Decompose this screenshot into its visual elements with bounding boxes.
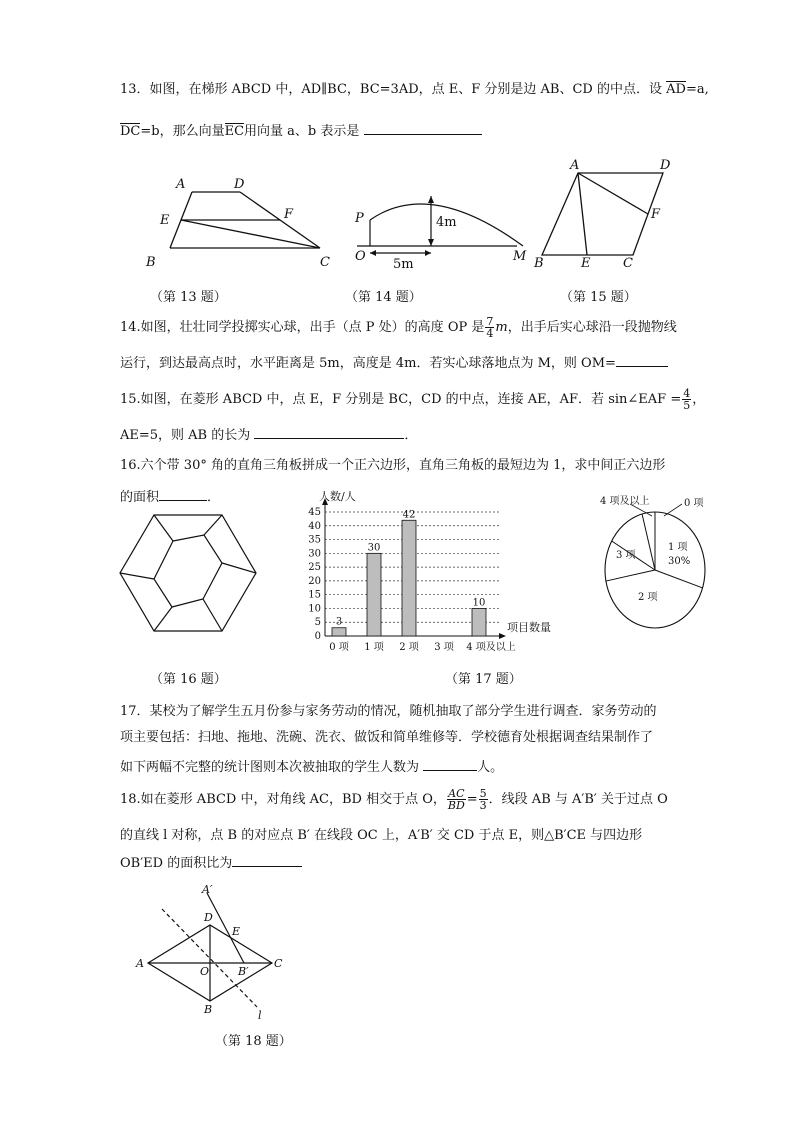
figure-17-bar-chart xyxy=(295,490,560,655)
q16-line2: 的面积 ． xyxy=(120,486,220,508)
y-tick-label: 30 xyxy=(308,548,321,560)
vector-ec: EC xyxy=(224,124,245,139)
bar xyxy=(367,553,381,636)
figure-17-pie-chart xyxy=(600,490,710,638)
fig14-dist-label: 5m xyxy=(393,257,414,270)
pie-label-3: 3 项 xyxy=(616,550,636,561)
figure-15 xyxy=(530,155,680,270)
q18-line1 xyxy=(120,788,668,811)
x-tick-label: 1 项 xyxy=(364,642,384,653)
fig15-label-f: F xyxy=(651,207,661,222)
q17-line3-tail: 人。 xyxy=(477,760,504,775)
q18-line1-prefix: 18.如在菱形 ABCD 中，对角线 AC，BD 相交于点 O， xyxy=(120,792,446,807)
q18-answer-blank[interactable] xyxy=(232,852,302,867)
y-tick-label: 0 xyxy=(314,631,321,642)
fig13-label-b: B xyxy=(146,255,156,270)
pie-slice-boundary xyxy=(642,514,655,570)
y-tick-label: 25 xyxy=(308,562,321,574)
x-tick-label: 3 项 xyxy=(434,642,454,653)
q14-unit: m xyxy=(495,320,508,335)
q16-answer-blank[interactable] xyxy=(159,486,207,501)
fig15-label-d: D xyxy=(660,158,671,173)
fig14-height-label: 4m xyxy=(436,215,457,230)
q13-line1-prefix: 13．如图，在梯形 ABCD 中，AD∥BC，BC=3AD，点 E、F 分别是边 AB、CD 的中点．设 xyxy=(120,82,662,97)
q18-equals: = xyxy=(466,792,478,807)
fig18-label-a-prime: A′ xyxy=(202,885,213,896)
bar-data-label: 42 xyxy=(402,509,416,521)
q15-line1-prefix: 15.如图，在菱形 ABCD 中，点 E，F 分别是 BC，CD 的中点，连接 AE，AF．若 sin∠EAF = xyxy=(120,392,682,407)
figure-16 xyxy=(118,505,258,640)
fig13-label-f: F xyxy=(284,207,294,222)
q14-line1-prefix: 14.如图，壮壮同学投掷实心球，出手（点 P 处）的高度 OP 是 xyxy=(120,320,485,335)
q15-line2: AE=5，则 AB 的长为 ． xyxy=(120,424,417,446)
bar-y-axis-label: 人数/人 xyxy=(319,490,356,503)
q14-answer-blank[interactable] xyxy=(616,352,668,367)
pie-slice-boundary xyxy=(606,570,655,581)
figure-13 xyxy=(140,170,340,270)
y-tick-label: 15 xyxy=(308,589,321,601)
bar xyxy=(332,628,346,636)
q18-line3-text: OB′ED 的面积比为 xyxy=(120,856,233,871)
fig18-label-b-prime: B′ xyxy=(238,965,249,978)
fig18-label-c: C xyxy=(274,957,283,970)
fig15-label-c: C xyxy=(623,256,633,270)
q15-answer-blank[interactable] xyxy=(254,424,404,439)
caption-18: （第 18 题） xyxy=(215,1034,292,1049)
figure-18 xyxy=(132,885,292,1025)
q14-fraction: $\frac{7}{4}$ xyxy=(486,315,494,340)
q18-fraction-ac-bd: $\frac{AC}{BD}$ xyxy=(447,787,465,812)
fig14-label-o: O xyxy=(355,249,366,264)
caption-15: （第 15 题） xyxy=(560,290,637,305)
bar xyxy=(472,608,486,636)
q17-line1: 17．某校为了解学生五月份参与家务劳动的情况，随机抽取了部分学生进行调查．家务劳动的 xyxy=(120,704,657,719)
fig13-label-a: A xyxy=(176,177,186,192)
q14-line1 xyxy=(120,316,677,339)
pie-slice-boundary xyxy=(655,570,703,588)
pie-leader-line xyxy=(664,504,682,516)
bar-data-label: 30 xyxy=(367,542,381,554)
q18-line2: 的直线 l 对称，点 B 的对应点 B′ 在线段 OC 上，A′B′ 交 CD 于点 E，则△B′CE 与四边形 xyxy=(120,828,643,843)
q13-line2 xyxy=(120,120,482,142)
pie-label-4plus: 4 项及以上 xyxy=(600,496,650,507)
q18-fraction-5-3: $\frac{5}{3}$ xyxy=(479,787,487,812)
q15-line2-text: AE=5，则 AB 的长为 xyxy=(120,428,251,443)
q13-answer-blank[interactable] xyxy=(364,120,482,135)
fig18-label-a: A xyxy=(136,957,144,970)
caption-13: （第 13 题） xyxy=(150,290,227,305)
vector-ad: AD xyxy=(666,82,686,97)
bar-x-axis-label: 项目数量 xyxy=(507,621,551,634)
q15-comma: ， xyxy=(692,392,706,407)
fig15-label-b: B xyxy=(534,256,544,270)
fig13-label-c: C xyxy=(320,255,330,270)
q13-line2-mid: ，那么向量 xyxy=(159,124,225,139)
q16-line1: 16.六个带 30° 角的直角三角板拼成一个正六边形，直角三角板的最短边为 1，求中间正六边形 xyxy=(120,458,666,473)
y-tick-label: 40 xyxy=(308,520,321,532)
y-tick-label: 10 xyxy=(308,603,321,615)
x-tick-label: 2 项 xyxy=(399,642,419,653)
q13-eq-a: =a, xyxy=(685,82,709,97)
fig18-label-b: B xyxy=(204,1003,213,1016)
fig13-label-e: E xyxy=(160,213,170,228)
q15-fraction: $\frac{4}{5}$ xyxy=(683,387,691,412)
fig18-label-e: E xyxy=(232,925,241,938)
q17-line3 xyxy=(120,756,503,778)
q18-line1-tail: ．线段 AB 与 A′B′ 关于过点 O xyxy=(488,792,668,807)
q15-line1 xyxy=(120,388,705,411)
pie-label-0: 0 项 xyxy=(684,498,704,509)
fig13-label-d: D xyxy=(234,177,245,192)
fig18-label-d: D xyxy=(204,911,213,924)
fig15-label-e: E xyxy=(581,256,591,270)
q17-answer-blank[interactable] xyxy=(423,756,477,771)
fig15-label-a: A xyxy=(570,158,580,173)
q14-line2 xyxy=(120,352,668,374)
y-tick-label: 5 xyxy=(314,617,321,629)
caption-17: （第 17 题） xyxy=(445,672,522,687)
x-axis-arrow xyxy=(499,633,506,639)
x-tick-label: 4 项及以上 xyxy=(466,642,516,653)
q17-line3-text: 如下两幅不完整的统计图则本次被抽取的学生人数为 xyxy=(120,760,420,775)
fig18-label-o: O xyxy=(200,965,210,978)
q13-line2-tail: 用向量 a、b 表示是 xyxy=(244,124,360,139)
figure-14 xyxy=(345,180,535,270)
q17-line2: 项主要包括：扫地、拖地、洗碗、洗衣、做饭和简单维修等．学校德育处根据调查结果制作了 xyxy=(120,730,654,745)
q18-line3 xyxy=(120,852,302,874)
y-tick-label: 35 xyxy=(308,534,321,546)
y-tick-label: 20 xyxy=(308,575,321,587)
x-tick-label: 0 项 xyxy=(329,642,349,653)
caption-16: （第 16 题） xyxy=(150,672,227,687)
bar-data-label: 10 xyxy=(472,597,486,609)
pie-label-1: 1 项 xyxy=(668,542,688,553)
pie-label-2: 2 项 xyxy=(638,592,658,603)
caption-14: （第 14 题） xyxy=(345,290,422,305)
q14-line2-text: 运行，到达最高点时，水平距离是 5m，高度是 4m．若实心球落地点为 M，则 OM= xyxy=(120,356,616,371)
vector-dc: DC xyxy=(120,124,141,139)
y-tick-label: 45 xyxy=(308,507,321,518)
pie-label-1-pct: 30% xyxy=(668,556,691,567)
fig14-label-p: P xyxy=(355,211,364,226)
q16-line2-text: 的面积 xyxy=(120,490,160,505)
fig14-label-m: M xyxy=(513,249,527,264)
bar xyxy=(402,520,416,636)
q13-line1 xyxy=(120,80,709,100)
q13-eq-b: =b xyxy=(140,124,160,139)
q14-line1-tail: ，出手后实心球沿一段抛物线 xyxy=(507,320,677,335)
fig18-label-l: l xyxy=(258,1009,262,1022)
bar-data-label: 3 xyxy=(335,616,343,628)
